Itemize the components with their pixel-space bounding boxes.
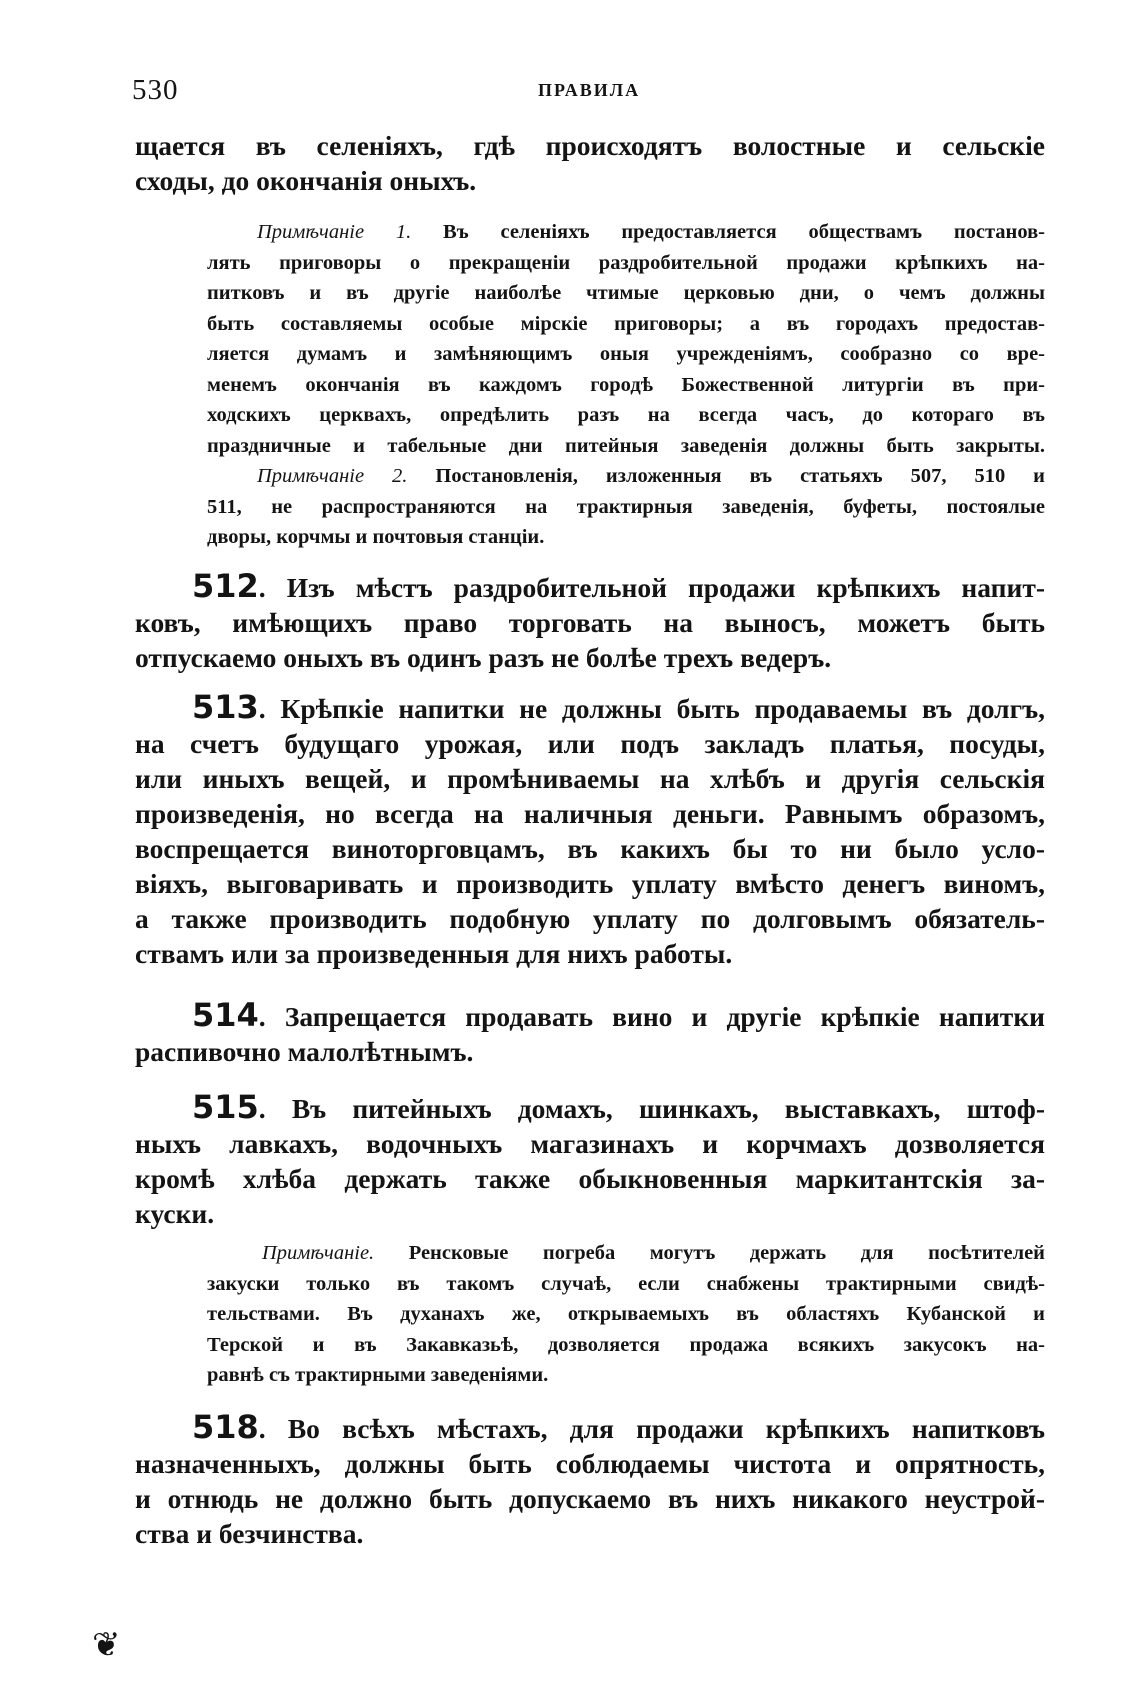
note-label: Примѣчаніе 1.: [257, 221, 412, 243]
text-line: тельствами. Въ духанахъ же, открываемыхъ въ областяхъ Кубанской и: [207, 1303, 1045, 1325]
text-line: быть составляемы особые мірскіе приговоры; а въ городахъ предостав-: [207, 312, 1045, 335]
text-line: произведенія, но всегда на наличныя деньги. Равнымъ образомъ,: [135, 798, 1045, 829]
text-line: 515. Въ питейныхъ домахъ, шинкахъ, выставкахъ, штоф-: [192, 1088, 1045, 1126]
note-label: Примѣчаніе 2.: [257, 465, 408, 487]
note-text: Постановленія, изложенныя въ статьяхъ 507, 510 и: [435, 465, 1045, 487]
text-line: отпускаемо оныхъ въ одинъ разъ не болѣе трехъ ведеръ.: [135, 642, 832, 673]
note-text: Ренсковые погреба могутъ держать для посѣтителей: [408, 1242, 1045, 1264]
text-line: [207, 461, 1045, 492]
article-518: [135, 1410, 1045, 1551]
text-line: праздничные и табельные дни питейныя заведенія должны быть закрыты.: [207, 434, 1045, 457]
text-line: лять приговоры о прекращеніи раздробительной продажи крѣпкихъ на-: [207, 251, 1045, 274]
text-line: [207, 217, 1045, 248]
text-line: ствамъ или за произведенныя для нихъ работы.: [135, 938, 733, 969]
text-line: кромѣ хлѣба держать также обыкновенныя маркитантскія за-: [135, 1163, 1045, 1194]
text-line: 511, не распространяются на трактирныя заведенія, буфеты, постоялые: [207, 495, 1045, 518]
article-text: Крѣпкіе напитки не должны быть продаваемы въ долгъ,: [280, 693, 1046, 724]
text-line: и отнюдь не должно быть допускаемо въ нихъ никакого неустрой-: [135, 1483, 1045, 1514]
text-line: ковъ, имѣющихъ право торговать на выносъ, можетъ быть: [135, 607, 1045, 638]
text-line: ныхъ лавкахъ, водочныхъ магазинахъ и корчмахъ дозволяется: [135, 1128, 1045, 1159]
text-line: щается въ селеніяхъ, гдѣ происходятъ волостные и сельскіе: [135, 130, 1045, 161]
text-line: а также производить подобную уплату по долговымъ обязатель-: [135, 903, 1045, 934]
text-line: или иныхъ вещей, и промѣниваемы на хлѣбъ и другія сельскія: [135, 763, 1045, 794]
text-line: [207, 1238, 1045, 1269]
text-line: віяхъ, выговаривать и производить уплату вмѣсто денегъ виномъ,: [135, 868, 1045, 899]
running-title: ПРАВИЛА: [538, 80, 641, 100]
page-number: 530: [132, 74, 179, 106]
article-514: [135, 998, 1045, 1069]
printer-mark-icon: ❦: [92, 1625, 121, 1665]
article-number: 514: [192, 996, 259, 1034]
text-line: сходы, до окончанія оныхъ.: [135, 165, 477, 196]
article-text: Изъ мѣстъ раздробительной продажи крѣпкихъ напит-: [286, 572, 1046, 603]
article-515: [135, 1090, 1045, 1231]
text-line: 518. Во всѣхъ мѣстахъ, для продажи крѣпкихъ напитковъ: [192, 1408, 1046, 1446]
text-line: воспрещается виноторговцамъ, въ какихъ бы то ни было усло-: [135, 833, 1045, 864]
note-2: [207, 461, 1045, 553]
text-line: 513. Крѣпкіе напитки не должны быть продаваемы въ долгъ,: [192, 688, 1046, 726]
text-line: ства и безчинства.: [135, 1518, 364, 1549]
note-text: Въ селеніяхъ предоставляется обществамъ постанов-: [443, 221, 1046, 243]
article-513: [135, 690, 1045, 971]
text-line: распивочно малолѣтнымъ.: [135, 1036, 474, 1067]
text-line: куски.: [135, 1198, 215, 1229]
continuation-paragraph: [135, 128, 1045, 198]
article-number: 512: [192, 567, 259, 605]
text-line: ходскихъ церквахъ, опредѣлить разъ на всегда часъ, до котораго въ: [207, 404, 1045, 426]
note-label: Примѣчаніе.: [262, 1242, 375, 1264]
text-line: менемъ окончанія въ каждомъ городѣ Божественной литургіи въ при-: [207, 373, 1045, 396]
text-line: равнѣ съ трактирными заведеніями.: [207, 1364, 549, 1386]
article-text: Запрещается продавать вино и другіе крѣпкіе напитки: [284, 1001, 1046, 1032]
article-number: 515: [192, 1088, 259, 1126]
note-1: [207, 217, 1045, 461]
article-text: Во всѣхъ мѣстахъ, для продажи крѣпкихъ напитковъ: [287, 1413, 1046, 1444]
text-line: ляется думамъ и замѣняющимъ оныя учрежденіямъ, сообразно со вре-: [207, 343, 1045, 365]
text-line: на счетъ будущаго урожая, или подъ закладъ платья, посуды,: [135, 728, 1045, 759]
text-line: Терской и въ Закавказьѣ, дозволяется продажа всякихъ закусокъ на-: [207, 1333, 1045, 1356]
note-3: [207, 1238, 1045, 1391]
article-number: 518: [192, 1408, 259, 1446]
article-text: Въ питейныхъ домахъ, шинкахъ, выставкахъ, штоф-: [291, 1093, 1045, 1124]
text-line: 512. Изъ мѣстъ раздробительной продажи крѣпкихъ напит-: [192, 567, 1046, 605]
text-line: назначенныхъ, должны быть соблюдаемы чистота и опрятность,: [135, 1448, 1045, 1479]
text-line: закуски только въ такомъ случаѣ, если снабжены трактирными свидѣ-: [207, 1272, 1045, 1295]
article-number: 513: [192, 688, 259, 726]
text-line: питковъ и въ другіе наиболѣе чтимые церковью дни, о чемъ должны: [207, 282, 1045, 304]
text-line: дворы, корчмы и почтовыя станціи.: [207, 526, 545, 548]
text-line: 514. Запрещается продавать вино и другіе крѣпкіе напитки: [192, 996, 1046, 1034]
article-512: [135, 569, 1045, 675]
